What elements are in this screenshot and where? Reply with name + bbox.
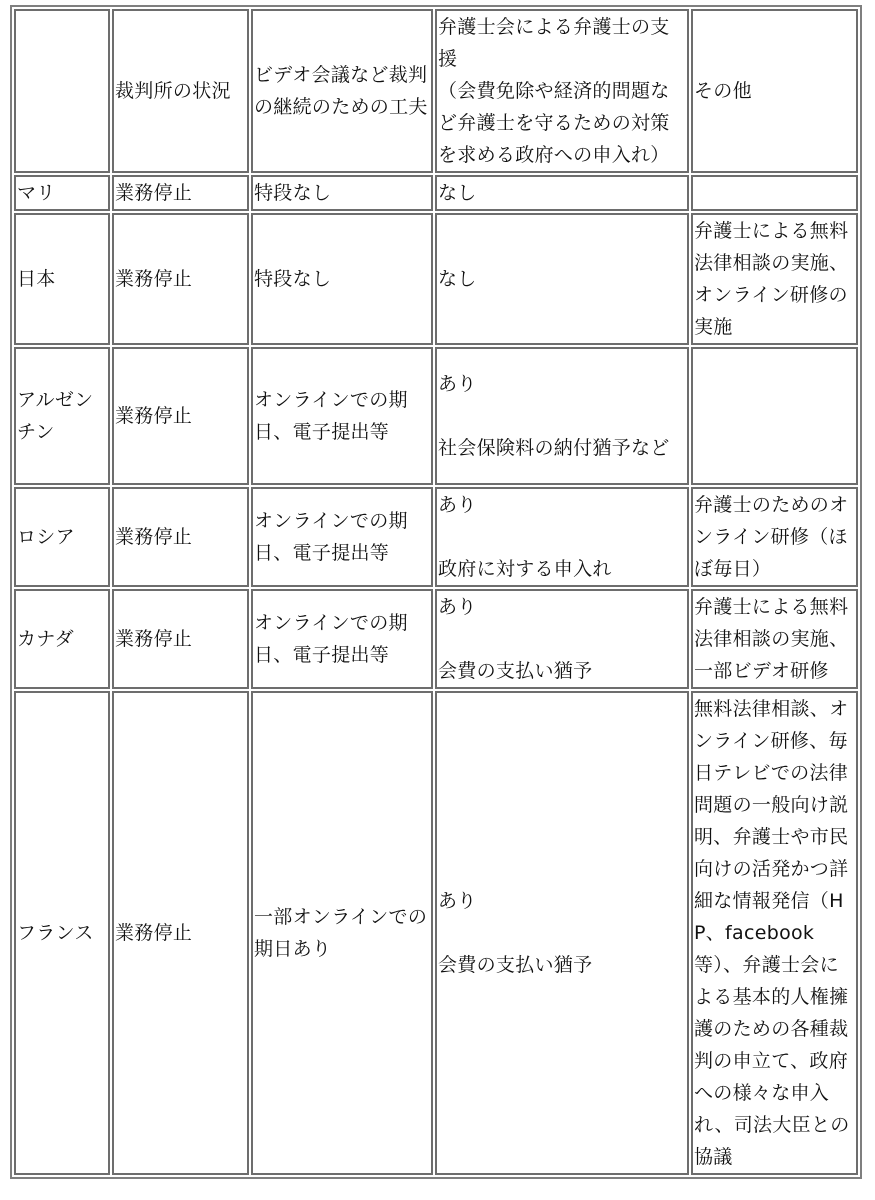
support-spacer: [438, 623, 686, 655]
support-spacer: [438, 521, 686, 553]
court-status-cell: 業務停止: [112, 213, 249, 345]
support-status: あり: [438, 494, 477, 516]
support-detail: 政府に対する申入れ: [438, 558, 612, 580]
header-bar-support-title: 弁護士会による弁護士の支援: [438, 16, 670, 70]
support-detail: 社会保険料の納付猶予など: [438, 437, 670, 459]
header-video-conference: ビデオ会議など裁判の継続のための工夫: [251, 9, 433, 173]
table-row: [14, 213, 858, 345]
video-cell: オンラインでの期日、電子提出等: [251, 347, 433, 485]
video-cell: オンラインでの期日、電子提出等: [251, 487, 433, 587]
support-spacer: [438, 917, 686, 949]
support-cell: [435, 175, 689, 211]
header-other: その他: [691, 9, 858, 173]
support-status: あり: [438, 373, 477, 395]
support-status: あり: [438, 596, 477, 618]
table-row: [14, 487, 858, 587]
country-cell: ロシア: [14, 487, 110, 587]
country-cell: フランス: [14, 691, 110, 1175]
header-country-cell: [14, 9, 110, 173]
other-cell: 無料法律相談、オンライン研修、毎日テレビでの法律問題の一般向け説明、弁護士や市民向けの活発かつ詳細な情報発信（HP、facebook等）、弁護士会による基本的人権擁護のための各種裁判の申立て、政府への様々な申入れ、司法大臣との協議: [691, 691, 858, 1175]
other-cell: 弁護士のためのオンライン研修（ほぼ毎日）: [691, 487, 858, 587]
table-row: [14, 589, 858, 689]
video-cell: 一部オンラインでの期日あり: [251, 691, 433, 1175]
support-status: なし: [438, 268, 477, 290]
table-row: [14, 691, 858, 1175]
header-row: [14, 9, 858, 173]
header-bar-support: [435, 9, 689, 173]
support-status: あり: [438, 890, 477, 912]
other-cell: 弁護士による無料法律相談の実施、一部ビデオ研修: [691, 589, 858, 689]
video-cell: 特段なし: [251, 175, 433, 211]
support-spacer: [438, 400, 686, 432]
video-cell: オンラインでの期日、電子提出等: [251, 589, 433, 689]
table-row: [14, 347, 858, 485]
support-cell: [435, 487, 689, 587]
support-detail: 会費の支払い猶予: [438, 954, 593, 976]
court-status-cell: 業務停止: [112, 691, 249, 1175]
other-cell: [691, 175, 858, 211]
country-cell: カナダ: [14, 589, 110, 689]
table-row: [14, 175, 858, 211]
header-court-status: 裁判所の状況: [112, 9, 249, 173]
court-status-cell: 業務停止: [112, 487, 249, 587]
country-cell: アルゼンチン: [14, 347, 110, 485]
court-status-cell: 業務停止: [112, 347, 249, 485]
court-status-cell: 業務停止: [112, 589, 249, 689]
header-bar-support-detail: （会費免除や経済的問題など弁護士を守るための対策を求める政府への申入れ）: [438, 80, 670, 166]
other-cell: 弁護士による無料法律相談の実施、オンライン研修の実施: [691, 213, 858, 345]
country-cell: 日本: [14, 213, 110, 345]
court-status-cell: 業務停止: [112, 175, 249, 211]
support-cell: [435, 213, 689, 345]
support-cell: [435, 589, 689, 689]
support-cell: [435, 347, 689, 485]
support-cell: [435, 691, 689, 1175]
video-cell: 特段なし: [251, 213, 433, 345]
support-detail: 会費の支払い猶予: [438, 660, 593, 682]
support-status: なし: [438, 182, 477, 204]
survey-table: [10, 5, 862, 1179]
other-cell: [691, 347, 858, 485]
country-cell: マリ: [14, 175, 110, 211]
